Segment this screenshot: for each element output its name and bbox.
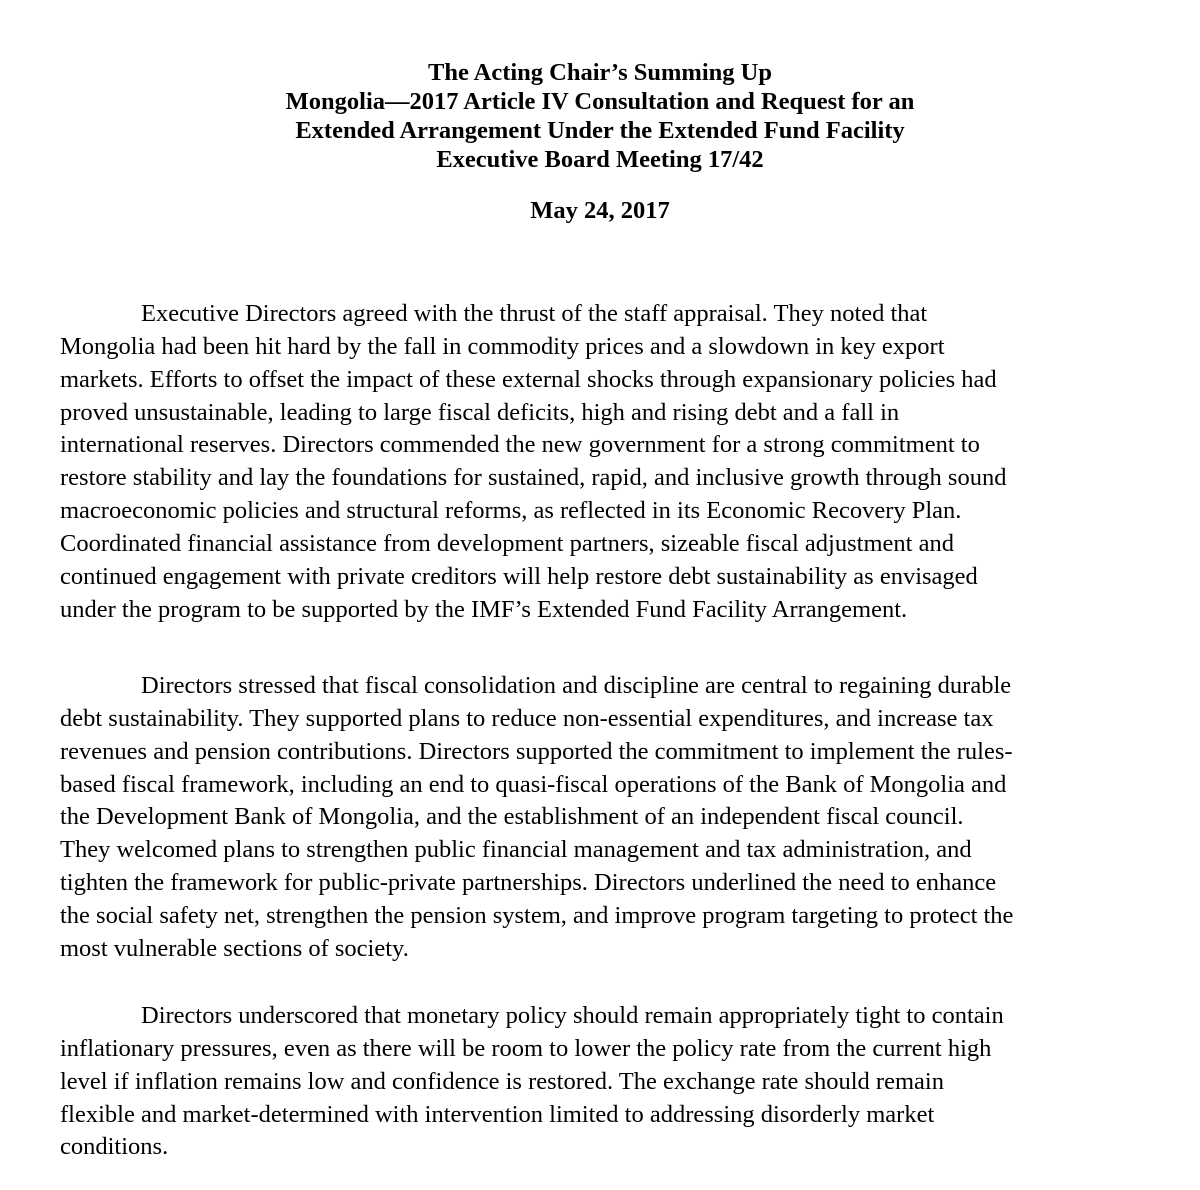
paragraph-line: international reserves. Directors commended the new government for a strong commitment to [60,431,980,459]
header-meeting-line: Executive Board Meeting 17/42 [436,146,764,173]
paragraph-3 [60,1000,1160,1164]
header-title: The Acting Chair’s Summing Up [428,59,772,86]
document-header [0,58,1200,174]
paragraph-1 [60,298,1160,626]
paragraph-line: inflationary pressures, even as there will be room to lower the policy rate from the current high [60,1034,992,1062]
paragraph-line: Executive Directors agreed with the thrust of the staff appraisal. They noted that [141,300,928,327]
paragraph-line: macroeconomic policies and structural reforms, as reflected in its Economic Recovery Plan. [60,497,962,525]
header-subtitle-line-1: Mongolia—2017 Article IV Consultation and Request for an [285,88,915,115]
paragraph-line: Directors underscored that monetary policy should remain appropriately tight to contain [141,1002,1004,1029]
paragraph-line: tighten the framework for public-private partnerships. Directors underlined the need to enhance [60,869,997,897]
paragraph-line: proved unsustainable, leading to large fiscal deficits, high and rising debt and a fall in [60,398,900,426]
paragraph-line: the social safety net, strengthen the pension system, and improve program targeting to protect the [60,901,1014,929]
paragraph-line: based fiscal framework, including an end to quasi-fiscal operations of the Bank of Mongolia and [60,770,1007,798]
paragraph-line: revenues and pension contributions. Directors supported the commitment to implement the rules- [60,737,1013,765]
header-subtitle-line-2: Extended Arrangement Under the Extended Fund Facility [295,117,905,144]
paragraph-line: conditions. [60,1133,169,1161]
paragraph-line: markets. Efforts to offset the impact of these external shocks through expansionary policies had [60,365,997,393]
paragraph-line: restore stability and lay the foundations for sustained, rapid, and inclusive growth through sound [60,464,1007,492]
header-date: May 24, 2017 [530,197,670,224]
paragraph-line: Directors stressed that fiscal consolidation and discipline are central to regaining durable [141,672,1012,699]
paragraph-line: the Development Bank of Mongolia, and the establishment of an independent fiscal council. [60,803,964,831]
paragraph-line: most vulnerable sections of society. [60,934,409,962]
paragraph-line: under the program to be supported by the IMF’s Extended Fund Facility Arrangement. [60,595,908,623]
paragraph-line: They welcomed plans to strengthen public financial management and tax administration, and [60,836,972,864]
paragraph-line: continued engagement with private creditors will help restore debt sustainability as envisaged [60,562,978,590]
paragraph-2 [60,670,1160,966]
paragraph-line: level if inflation remains low and confidence is restored. The exchange rate should remain [60,1067,944,1095]
paragraph-line: Mongolia had been hit hard by the fall in commodity prices and a slowdown in key export [60,332,945,360]
paragraph-line: debt sustainability. They supported plans to reduce non-essential expenditures, and increase tax [60,704,994,732]
paragraph-line: flexible and market-determined with intervention limited to addressing disorderly market [60,1100,935,1128]
paragraph-line: Coordinated financial assistance from development partners, sizeable fiscal adjustment and [60,529,954,557]
